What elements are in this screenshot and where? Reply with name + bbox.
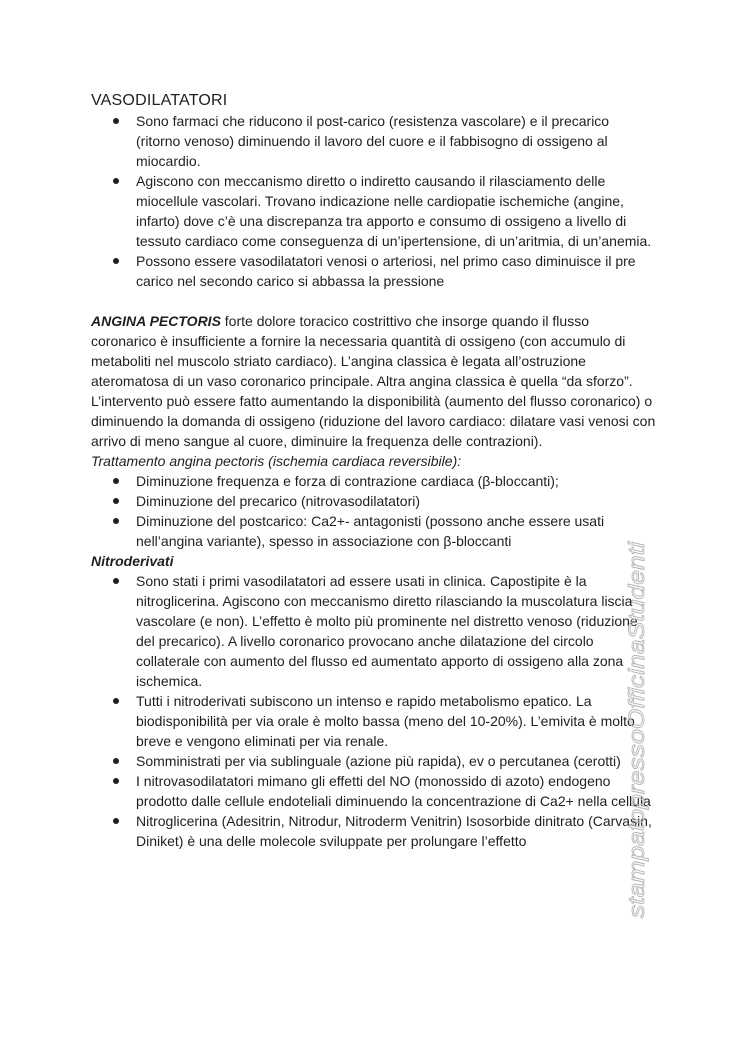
list-item: Nitroglicerina (Adesitrin, Nitrodur, Nitroderm Venitrin) Isosorbide dinitrato (Carvasin, Diniket) è una delle molecole sviluppate per prolungare l’effetto bbox=[91, 811, 656, 851]
document-page bbox=[91, 91, 656, 851]
vasodilatatori-list bbox=[91, 111, 656, 291]
angina-paragraph bbox=[91, 311, 656, 451]
list-item: Sono stati i primi vasodilatatori ad essere usati in clinica. Capostipite è la nitroglicerina. Agiscono con meccanismo diretto rilasciando la muscolatura liscia vascolare (e non). L’effetto è molto più prominente nel distretto venoso (riduzione del precarico). A livello coronarico provocano anche dilatazione del circolo collaterale con aumento del flusso ed aumentato apporto di ossigeno alla zona ischemica. bbox=[91, 571, 656, 691]
angina-text: forte dolore toracico costrittivo che insorge quando il flusso coronarico è insufficiente a fornire la necessaria quantità di ossigeno (con accumulo di metaboliti nel muscolo striato cardiaco). L’angina classica è legata all’ostruzione ateromatosa di un vaso coronarico principale. Altra angina classica è quella “da sforzo”. L’intervento può essere fatto aumentando la disponibilità (aumento del flusso coronarico) o diminuendo la domanda di ossigeno (riduzione del lavoro cardiaco: dilatare vasi venosi con arrivo di meno sangue al cuore, diminuire la frequenza delle contrazioni). bbox=[91, 313, 656, 449]
treatment-list bbox=[91, 471, 656, 551]
list-item: Possono essere vasodilatatori venosi o arteriosi, nel primo caso diminuisce il pre carico nel secondo carico si abbassa la pressione bbox=[91, 251, 656, 291]
list-item: Agiscono con meccanismo diretto o indiretto causando il rilasciamento delle miocellule vascolari. Trovano indicazione nelle cardiopatie ischemiche (angine, infarto) dove c’è una discrepanza tra apporto e consumo di ossigeno a livello di tessuto cardiaco come conseguenza di un’ipertensione, di un’aritmia, di un’anemia. bbox=[91, 171, 656, 251]
watermark-text: stampatopressoOfficinaStudenti bbox=[624, 606, 649, 918]
section-heading: VASODILATATORI bbox=[91, 92, 228, 109]
nitro-title: Nitroderivati bbox=[91, 553, 174, 569]
spacer bbox=[91, 291, 656, 311]
list-item: Tutti i nitroderivati subiscono un intenso e rapido metabolismo epatico. La biodisponibilità per via orale è molto bassa (meno del 10-20%). L’emivita è molto breve e vengono eliminati per via renale. bbox=[91, 691, 656, 751]
angina-term: ANGINA PECTORIS bbox=[91, 313, 221, 329]
list-item: I nitrovasodilatatori mimano gli effetti del NO (monossido di azoto) endogeno prodotto dalle cellule endoteliali diminuendo la concentrazione di Ca2+ nella cellula bbox=[91, 771, 656, 811]
list-item: Diminuzione del precarico (nitrovasodilatatori) bbox=[91, 491, 656, 511]
list-item: Somministrati per via sublinguale (azione più rapida), ev o percutanea (cerotti) bbox=[91, 751, 656, 771]
list-item: Diminuzione del postcarico: Ca2+- antagonisti (possono anche essere usati nell’angina variante), spesso in associazione con β-bloccanti bbox=[91, 511, 656, 551]
nitro-list bbox=[91, 571, 656, 851]
list-item: Diminuzione frequenza e forza di contrazione cardiaca (β-bloccanti); bbox=[91, 471, 656, 491]
watermark bbox=[620, 540, 652, 920]
list-item: Sono farmaci che riducono il post-carico (resistenza vascolare) e il precarico (ritorno venoso) diminuendo il lavoro del cuore e il fabbisogno di ossigeno al miocardio. bbox=[91, 111, 656, 171]
treatment-title: Trattamento angina pectoris (ischemia cardiaca reversibile): bbox=[91, 453, 462, 469]
